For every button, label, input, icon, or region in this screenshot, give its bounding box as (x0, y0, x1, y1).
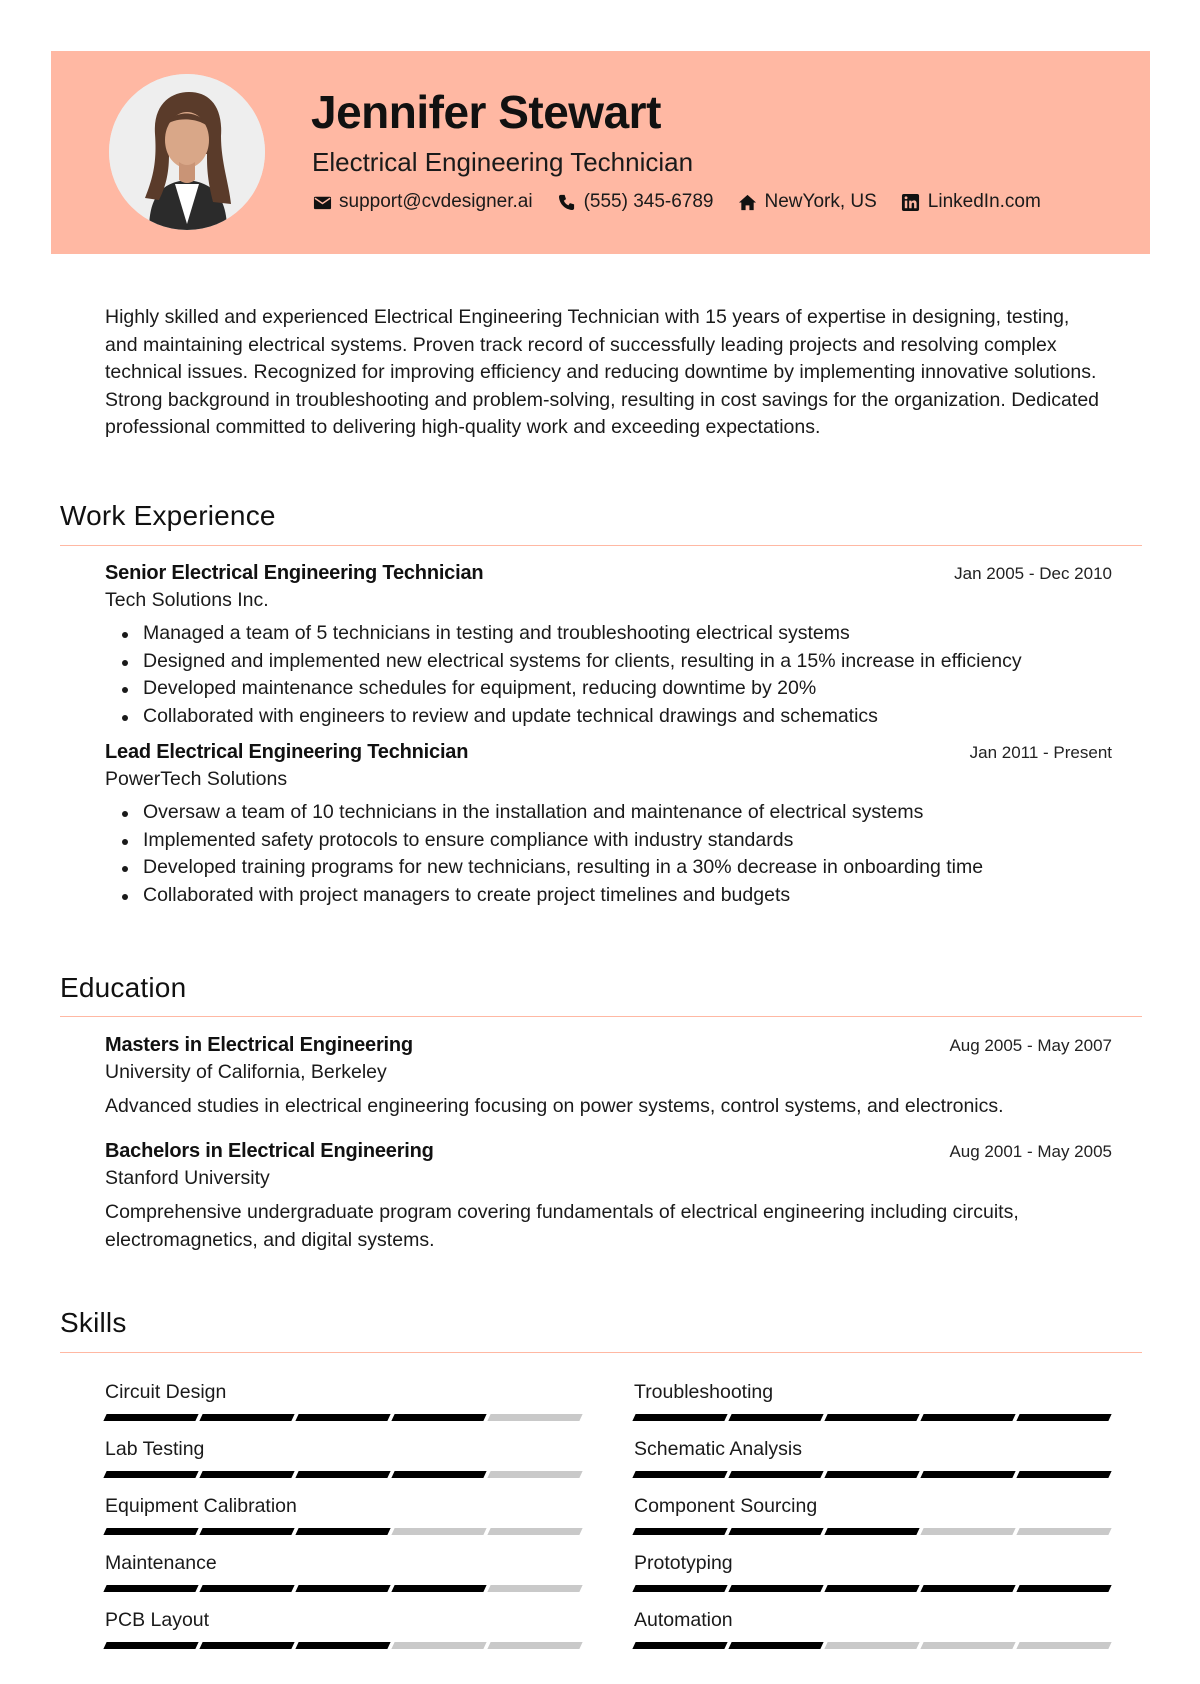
job-achievement: Designed and implemented new electrical systems for clients, resulting in a 15% increase in efficiency (105, 648, 1112, 676)
job-company: Tech Solutions Inc. (105, 589, 269, 611)
skill-level-segment-filled (295, 1528, 390, 1535)
contact-location (738, 191, 877, 213)
skill-level-segment-filled (632, 1471, 727, 1478)
skill-level-segment-filled (103, 1585, 198, 1592)
professional-summary: Highly skilled and experienced Electrical Engineering Technician with 15 years of expertise in designing, testing, and maintaining electrical systems. Proven track record of successfully leading projects and resolving complex technical issues. Recognized for improving efficiency and reducing downtime by implementing innovative solutions. Strong background in troubleshooting and problem-solving, resulting in cost savings for the organization. Dedicated professional committed to delivering high-quality work and exceeding expectations. (105, 306, 1100, 438)
skill-level-segment-empty (487, 1585, 582, 1592)
skill-level-segment-filled (199, 1528, 294, 1535)
profile-photo-image (109, 74, 265, 230)
skill-name: Maintenance (105, 1552, 217, 1574)
profile-photo (109, 74, 265, 230)
education-school: University of California, Berkeley (105, 1061, 387, 1083)
skill-level-segment-filled (199, 1642, 294, 1649)
contact-linkedin[interactable] (901, 191, 1041, 213)
skill-level-segment-filled (728, 1642, 823, 1649)
skill-item (634, 1609, 1113, 1649)
contact-email-text: support@cvdesigner.ai (339, 191, 533, 212)
skill-level-segment-filled (920, 1414, 1015, 1421)
skill-level-segment-empty (487, 1642, 582, 1649)
skill-item (105, 1552, 584, 1592)
skill-level-segment-filled (728, 1585, 823, 1592)
skill-level-segment-filled (824, 1414, 919, 1421)
linkedin-icon (901, 192, 921, 212)
skill-item (105, 1495, 584, 1535)
skill-item (105, 1438, 584, 1478)
skill-level-bar (634, 1414, 1113, 1421)
skill-name: Lab Testing (105, 1438, 205, 1460)
skill-level-segment-filled (391, 1585, 486, 1592)
skill-name: Automation (634, 1609, 733, 1631)
skill-level-segment-filled (1016, 1471, 1111, 1478)
skill-level-segment-filled (199, 1585, 294, 1592)
job-entry (105, 741, 1112, 909)
contact-linkedin-text: LinkedIn.com (927, 191, 1041, 212)
job-role: Senior Electrical Engineering Technician (105, 562, 484, 584)
skill-level-segment-empty (391, 1642, 486, 1649)
skill-level-segment-empty (487, 1414, 582, 1421)
skill-level-segment-filled (824, 1585, 919, 1592)
skill-name: Circuit Design (105, 1381, 227, 1403)
education-description: Comprehensive undergraduate program covering fundamentals of electrical engineering including circuits, electromagnetics, and digital systems. (105, 1201, 1019, 1251)
skill-level-segment-empty (920, 1528, 1015, 1535)
work-experience-heading: Work Experience (60, 500, 276, 531)
skill-item (105, 1381, 584, 1421)
skill-level-segment-filled (391, 1414, 486, 1421)
job-achievement: Developed training programs for new technicians, resulting in a 30% decrease in onboarding time (105, 854, 1112, 882)
skill-level-segment-empty (1016, 1642, 1111, 1649)
skill-level-segment-filled (103, 1414, 198, 1421)
job-achievement: Implemented safety protocols to ensure compliance with industry standards (105, 827, 1112, 855)
work-experience-divider (60, 545, 1142, 546)
skill-level-segment-empty (487, 1471, 582, 1478)
skill-level-segment-filled (103, 1528, 198, 1535)
resume-header (51, 51, 1150, 254)
skill-item (105, 1609, 584, 1649)
skill-level-bar (105, 1585, 584, 1592)
job-achievements (105, 799, 1112, 909)
skills-heading: Skills (60, 1307, 127, 1338)
job-role: Lead Electrical Engineering Technician (105, 741, 469, 763)
skill-level-segment-filled (728, 1414, 823, 1421)
education-description: Advanced studies in electrical engineering focusing on power systems, control systems, and electronics. (105, 1095, 1004, 1117)
phone-icon (557, 192, 577, 212)
education-entry (105, 1034, 1112, 1121)
skill-level-segment-filled (632, 1414, 727, 1421)
job-achievement: Developed maintenance schedules for equipment, reducing downtime by 20% (105, 675, 1112, 703)
job-achievement: Collaborated with engineers to review and update technical drawings and schematics (105, 703, 1112, 731)
education-divider (60, 1016, 1142, 1017)
skill-level-segment-filled (295, 1585, 390, 1592)
skill-name: Schematic Analysis (634, 1438, 802, 1460)
education-heading: Education (60, 972, 187, 1003)
job-company: PowerTech Solutions (105, 768, 288, 790)
education-degree: Masters in Electrical Engineering (105, 1034, 413, 1056)
skill-level-segment-empty (391, 1528, 486, 1535)
job-achievement: Collaborated with project managers to create project timelines and budgets (105, 882, 1112, 910)
job-achievement: Managed a team of 5 technicians in testing and troubleshooting electrical systems (105, 620, 1112, 648)
skill-level-segment-filled (728, 1471, 823, 1478)
skill-item (634, 1381, 1113, 1421)
job-dates: Jan 2005 - Dec 2010 (954, 564, 1112, 583)
education-school: Stanford University (105, 1167, 270, 1189)
skill-name: Component Sourcing (634, 1495, 818, 1517)
education-dates: Aug 2001 - May 2005 (949, 1142, 1112, 1161)
skill-level-segment-filled (295, 1414, 390, 1421)
skill-level-segment-empty (1016, 1528, 1111, 1535)
skill-level-segment-filled (728, 1528, 823, 1535)
skill-level-bar (105, 1414, 584, 1421)
job-dates: Jan 2011 - Present (969, 743, 1112, 762)
skill-name: Equipment Calibration (105, 1495, 297, 1517)
skill-name: Prototyping (634, 1552, 733, 1574)
skill-level-segment-empty (920, 1642, 1015, 1649)
skill-level-segment-filled (1016, 1414, 1111, 1421)
job-achievements (105, 620, 1112, 730)
skill-item (634, 1552, 1113, 1592)
skill-item (634, 1495, 1113, 1535)
skill-level-bar (634, 1642, 1113, 1649)
skill-level-bar (634, 1471, 1113, 1478)
skill-level-segment-empty (824, 1642, 919, 1649)
skill-level-segment-filled (632, 1585, 727, 1592)
skill-level-segment-filled (920, 1585, 1015, 1592)
candidate-name: Jennifer Stewart (311, 86, 661, 138)
contact-phone-text: (555) 345-6789 (583, 191, 714, 212)
job-achievement: Oversaw a team of 10 technicians in the installation and maintenance of electrical systems (105, 799, 1112, 827)
envelope-icon (312, 192, 332, 212)
job-entry (105, 562, 1112, 730)
skill-level-segment-filled (632, 1528, 727, 1535)
skill-level-segment-filled (1016, 1585, 1111, 1592)
skill-level-segment-filled (295, 1642, 390, 1649)
skill-level-segment-filled (824, 1528, 919, 1535)
skill-level-segment-empty (487, 1528, 582, 1535)
education-dates: Aug 2005 - May 2007 (949, 1036, 1112, 1055)
home-icon (738, 192, 758, 212)
skill-level-segment-filled (199, 1471, 294, 1478)
skill-level-bar (105, 1642, 584, 1649)
contact-location-text: NewYork, US (764, 191, 877, 212)
skill-level-segment-filled (824, 1471, 919, 1478)
skill-level-segment-filled (391, 1471, 486, 1478)
contact-bar (312, 191, 1065, 213)
skill-name: Troubleshooting (634, 1381, 774, 1403)
candidate-title: Electrical Engineering Technician (312, 147, 694, 177)
skill-level-segment-filled (632, 1642, 727, 1649)
skill-level-segment-filled (103, 1471, 198, 1478)
education-entry (105, 1140, 1112, 1254)
contact-email[interactable] (312, 191, 533, 213)
skill-level-bar (105, 1471, 584, 1478)
skill-item (634, 1438, 1113, 1478)
skill-level-segment-filled (295, 1471, 390, 1478)
skill-name: PCB Layout (105, 1609, 210, 1631)
skill-level-segment-filled (103, 1642, 198, 1649)
contact-phone[interactable] (557, 191, 714, 213)
skill-level-segment-filled (920, 1471, 1015, 1478)
skills-divider (60, 1352, 1142, 1353)
skill-level-bar (105, 1528, 584, 1535)
skill-level-bar (634, 1528, 1113, 1535)
education-degree: Bachelors in Electrical Engineering (105, 1140, 434, 1162)
skill-level-segment-filled (199, 1414, 294, 1421)
skill-level-bar (634, 1585, 1113, 1592)
